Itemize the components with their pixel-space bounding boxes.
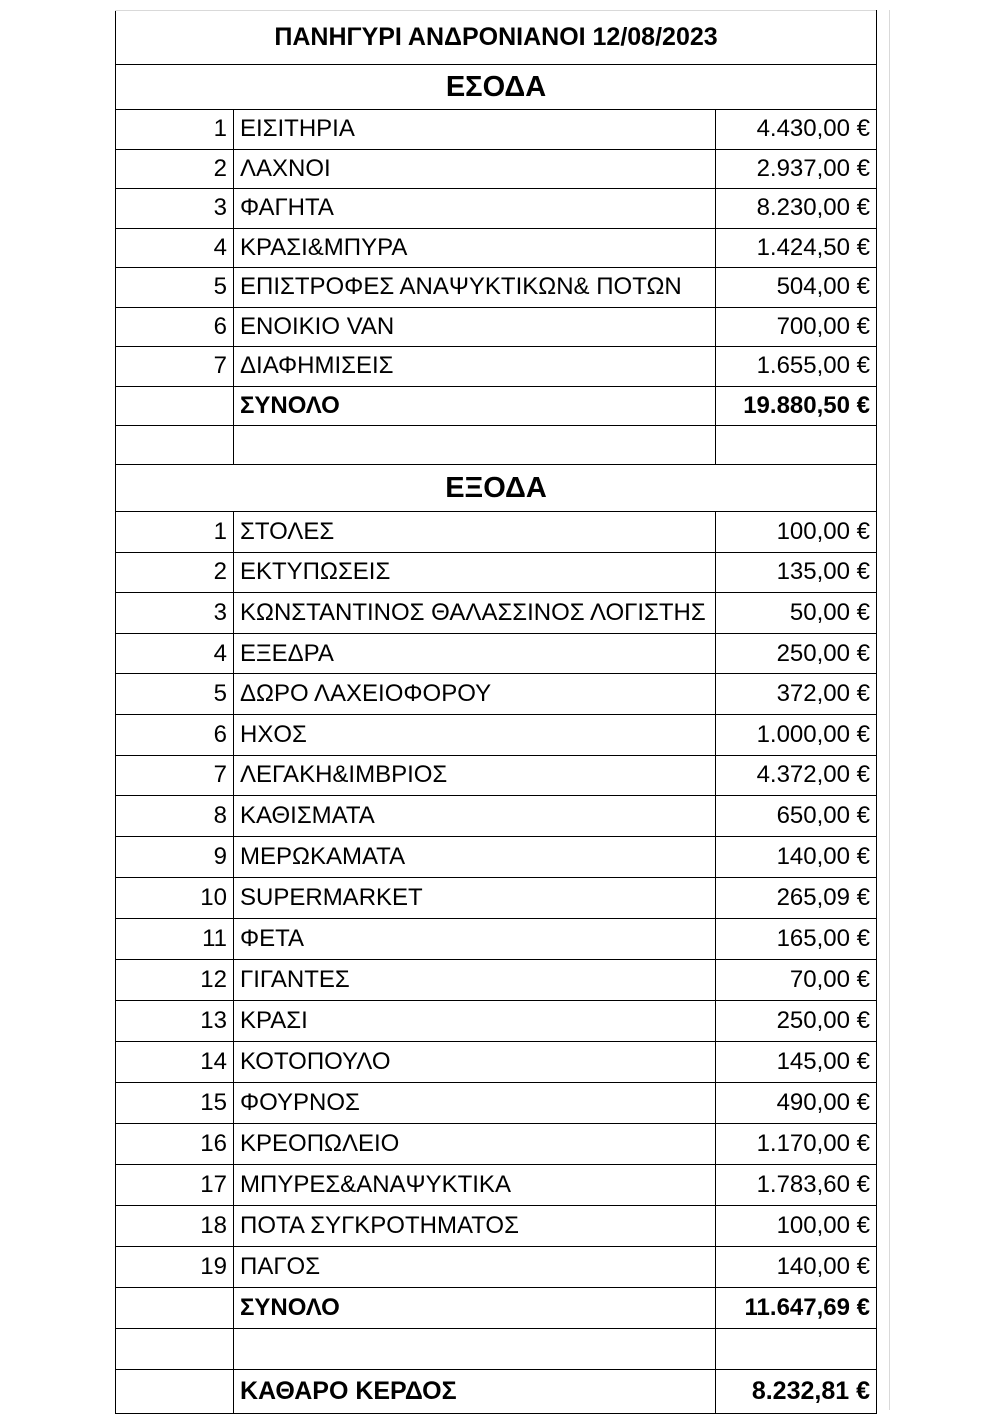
amount-cell[interactable]: 100,00 € xyxy=(716,512,877,553)
net-profit-amount[interactable]: 8.232,81 € xyxy=(716,1369,877,1413)
row-number-cell[interactable]: 19 xyxy=(116,1246,234,1287)
row-number-cell[interactable]: 1 xyxy=(116,512,234,553)
amount-cell[interactable]: 100,00 € xyxy=(716,1205,877,1246)
row-number-cell[interactable]: 7 xyxy=(116,347,234,387)
expenses-heading-row xyxy=(116,465,877,512)
table-row xyxy=(116,552,877,593)
amount-cell[interactable]: 1.000,00 € xyxy=(716,714,877,755)
table-row xyxy=(116,755,877,796)
description-cell[interactable]: ΚΩΝΣΤΑΝΤΙΝΟΣ ΘΑΛΑΣΣΙΝΟΣ ΛΟΓΙΣΤΗΣ xyxy=(234,593,716,634)
amount-cell[interactable]: 135,00 € xyxy=(716,552,877,593)
table-row xyxy=(116,1041,877,1082)
row-number-cell[interactable]: 5 xyxy=(116,674,234,715)
table-row xyxy=(116,674,877,715)
table-row xyxy=(116,633,877,674)
table-row xyxy=(116,593,877,634)
amount-cell[interactable]: 165,00 € xyxy=(716,918,877,959)
table-row xyxy=(116,1246,877,1287)
row-number-cell[interactable]: 1 xyxy=(116,110,234,150)
empty-cell[interactable] xyxy=(116,426,234,465)
description-cell[interactable]: ΛΕΓΑΚΗ&ΙΜΒΡΙΟΣ xyxy=(234,755,716,796)
empty-cell[interactable] xyxy=(716,426,877,465)
description-cell[interactable]: ΕΚΤΥΠΩΣΕΙΣ xyxy=(234,552,716,593)
empty-row xyxy=(116,426,877,465)
table-row xyxy=(116,149,877,189)
row-number-cell[interactable]: 14 xyxy=(116,1041,234,1082)
row-number-cell[interactable]: 6 xyxy=(116,714,234,755)
amount-cell[interactable]: 70,00 € xyxy=(716,959,877,1000)
description-cell[interactable]: ΚΡΑΣΙ xyxy=(234,1000,716,1041)
row-number-cell[interactable]: 10 xyxy=(116,877,234,918)
description-cell[interactable]: ΜΠΥΡΕΣ&ΑΝΑΨΥΚΤΙΚΑ xyxy=(234,1164,716,1205)
amount-cell[interactable]: 8.230,00 € xyxy=(716,189,877,229)
table-row xyxy=(116,189,877,229)
row-number-cell[interactable]: 2 xyxy=(116,149,234,189)
amount-cell[interactable]: 504,00 € xyxy=(716,268,877,308)
expenses-total-row xyxy=(116,1287,877,1328)
description-cell[interactable]: ΦΟΥΡΝΟΣ xyxy=(234,1082,716,1123)
amount-cell[interactable]: 250,00 € xyxy=(716,633,877,674)
title-row xyxy=(116,11,877,65)
empty-cell[interactable] xyxy=(116,1287,234,1328)
amount-cell[interactable]: 1.170,00 € xyxy=(716,1123,877,1164)
table-row xyxy=(116,1205,877,1246)
description-cell[interactable]: ΠΟΤΑ ΣΥΓΚΡΟΤΗΜΑΤΟΣ xyxy=(234,1205,716,1246)
amount-cell[interactable]: 1.655,00 € xyxy=(716,347,877,387)
empty-cell[interactable] xyxy=(234,426,716,465)
table-row xyxy=(116,307,877,347)
row-number-cell[interactable]: 8 xyxy=(116,796,234,837)
table-row xyxy=(116,1123,877,1164)
report-title[interactable]: ΠΑΝΗΓΥΡΙ ΑΝΔΡΟΝΙΑΝΟΙ 12/08/2023 xyxy=(116,11,877,65)
amount-cell[interactable]: 1.424,50 € xyxy=(716,228,877,268)
table-row xyxy=(116,110,877,150)
amount-cell[interactable]: 4.372,00 € xyxy=(716,755,877,796)
empty-cell[interactable] xyxy=(716,1328,877,1369)
empty-cell[interactable] xyxy=(116,386,234,426)
description-cell[interactable]: ΔΩΡΟ ΛΑΧΕΙΟΦΟΡΟΥ xyxy=(234,674,716,715)
description-cell[interactable]: ΕΝΟΙΚΙΟ VAN xyxy=(234,307,716,347)
row-number-cell[interactable]: 3 xyxy=(116,189,234,229)
row-number-cell[interactable]: 5 xyxy=(116,268,234,308)
row-number-cell[interactable]: 16 xyxy=(116,1123,234,1164)
table-row xyxy=(116,877,877,918)
amount-cell[interactable]: 140,00 € xyxy=(716,1246,877,1287)
table-row xyxy=(116,836,877,877)
description-cell[interactable]: ΜΕΡΩΚΑΜΑΤΑ xyxy=(234,836,716,877)
table-row xyxy=(116,959,877,1000)
amount-cell[interactable]: 650,00 € xyxy=(716,796,877,837)
description-cell[interactable]: ΔΙΑΦΗΜΙΣΕΙΣ xyxy=(234,347,716,387)
description-cell[interactable]: ΣΤΟΛΕΣ xyxy=(234,512,716,553)
expenses-total-amount[interactable]: 11.647,69 € xyxy=(716,1287,877,1328)
row-number-cell[interactable]: 4 xyxy=(116,228,234,268)
income-heading[interactable]: ΕΣΟΔΑ xyxy=(116,65,877,110)
income-heading-row xyxy=(116,65,877,110)
row-number-cell[interactable]: 9 xyxy=(116,836,234,877)
net-profit-row xyxy=(116,1369,877,1413)
description-cell[interactable]: SUPERMARKET xyxy=(234,877,716,918)
empty-row xyxy=(116,1328,877,1369)
amount-cell[interactable]: 140,00 € xyxy=(716,836,877,877)
table-row xyxy=(116,918,877,959)
description-cell[interactable]: ΚΡΕΟΠΩΛΕΙΟ xyxy=(234,1123,716,1164)
empty-cell[interactable] xyxy=(234,1328,716,1369)
description-cell[interactable]: ΦΑΓΗΤΑ xyxy=(234,189,716,229)
report-table xyxy=(115,10,877,1414)
income-total-amount[interactable]: 19.880,50 € xyxy=(716,386,877,426)
table-row xyxy=(116,1000,877,1041)
amount-cell[interactable]: 2.937,00 € xyxy=(716,149,877,189)
description-cell[interactable]: ΦΕΤΑ xyxy=(234,918,716,959)
amount-cell[interactable]: 50,00 € xyxy=(716,593,877,634)
row-number-cell[interactable]: 15 xyxy=(116,1082,234,1123)
table-row xyxy=(116,228,877,268)
row-number-cell[interactable]: 7 xyxy=(116,755,234,796)
description-cell[interactable]: ΕΞΕΔΡΑ xyxy=(234,633,716,674)
description-cell[interactable]: ΗΧΟΣ xyxy=(234,714,716,755)
row-number-cell[interactable]: 4 xyxy=(116,633,234,674)
description-cell[interactable]: ΛΑΧΝΟΙ xyxy=(234,149,716,189)
row-number-cell[interactable]: 12 xyxy=(116,959,234,1000)
table-row xyxy=(116,512,877,553)
empty-cell[interactable] xyxy=(116,1369,234,1413)
row-number-cell[interactable]: 6 xyxy=(116,307,234,347)
description-cell[interactable]: ΠΑΓΟΣ xyxy=(234,1246,716,1287)
table-row xyxy=(116,796,877,837)
expenses-total-label[interactable]: ΣΥΝΟΛΟ xyxy=(234,1287,716,1328)
description-cell[interactable]: ΚΑΘΙΣΜΑΤΑ xyxy=(234,796,716,837)
income-total-row xyxy=(116,386,877,426)
spreadsheet-sheet xyxy=(115,10,890,1410)
amount-cell[interactable]: 145,00 € xyxy=(716,1041,877,1082)
amount-cell[interactable]: 372,00 € xyxy=(716,674,877,715)
row-number-cell[interactable]: 3 xyxy=(116,593,234,634)
amount-cell[interactable]: 1.783,60 € xyxy=(716,1164,877,1205)
description-cell[interactable]: ΕΠΙΣΤΡΟΦΕΣ ΑΝΑΨΥΚΤΙΚΩΝ& ΠΟΤΩΝ xyxy=(234,268,716,308)
gridline xyxy=(889,10,890,1410)
row-number-cell[interactable]: 17 xyxy=(116,1164,234,1205)
table-row xyxy=(116,1164,877,1205)
row-number-cell[interactable]: 18 xyxy=(116,1205,234,1246)
table-row xyxy=(116,347,877,387)
row-number-cell[interactable]: 2 xyxy=(116,552,234,593)
amount-cell[interactable]: 265,09 € xyxy=(716,877,877,918)
row-number-cell[interactable]: 13 xyxy=(116,1000,234,1041)
description-cell[interactable]: ΚΟΤΟΠΟΥΛΟ xyxy=(234,1041,716,1082)
amount-cell[interactable]: 700,00 € xyxy=(716,307,877,347)
description-cell[interactable]: ΚΡΑΣΙ&ΜΠΥΡΑ xyxy=(234,228,716,268)
table-row xyxy=(116,714,877,755)
amount-cell[interactable]: 4.430,00 € xyxy=(716,110,877,150)
description-cell[interactable]: ΕΙΣΙΤΗΡΙΑ xyxy=(234,110,716,150)
net-profit-label[interactable]: ΚΑΘΑΡΟ ΚΕΡΔΟΣ xyxy=(234,1369,716,1413)
expenses-heading[interactable]: ΕΞΟΔΑ xyxy=(116,465,877,512)
description-cell[interactable]: ΓΙΓΑΝΤΕΣ xyxy=(234,959,716,1000)
amount-cell[interactable]: 250,00 € xyxy=(716,1000,877,1041)
row-number-cell[interactable]: 11 xyxy=(116,918,234,959)
amount-cell[interactable]: 490,00 € xyxy=(716,1082,877,1123)
income-total-label[interactable]: ΣΥΝΟΛΟ xyxy=(234,386,716,426)
table-row xyxy=(116,268,877,308)
empty-cell[interactable] xyxy=(116,1328,234,1369)
table-row xyxy=(116,1082,877,1123)
